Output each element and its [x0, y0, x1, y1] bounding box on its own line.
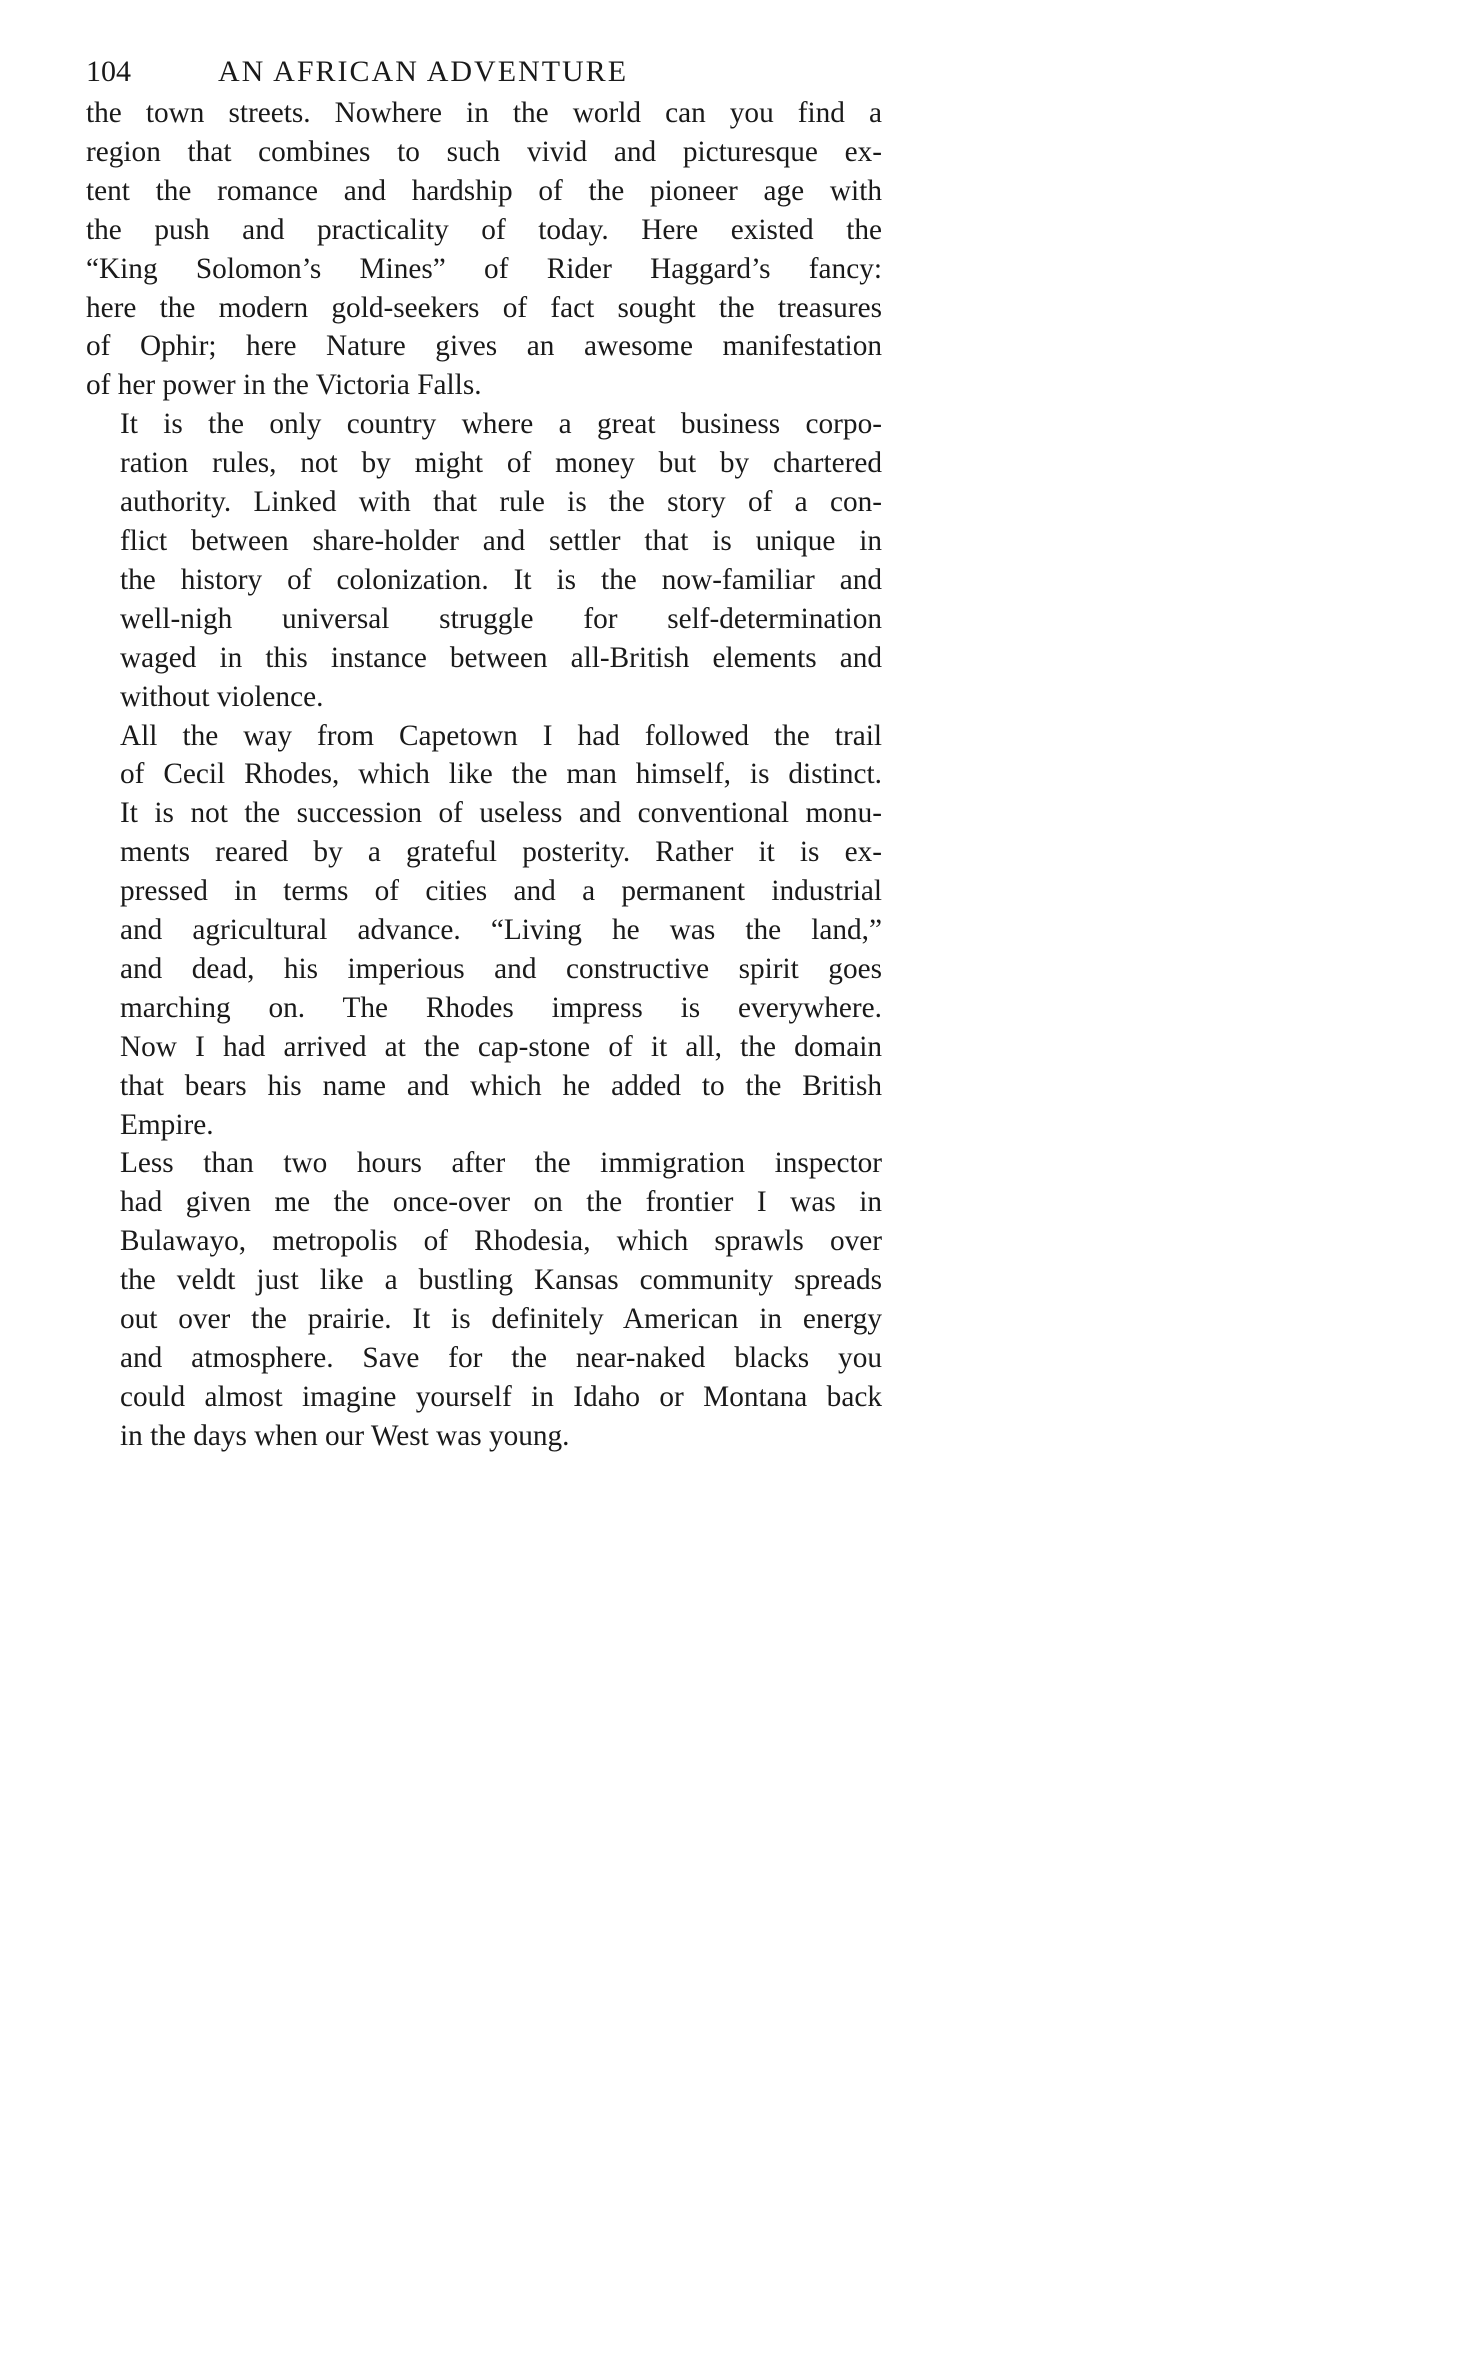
running-head [86, 50, 882, 94]
paragraph [86, 717, 882, 1145]
paragraph [86, 405, 882, 716]
text-line: of Ophir; here Nature gives an awesome manifestation [86, 330, 882, 363]
text-line: Empire. [120, 1108, 214, 1141]
text-line: Bulawayo, metropolis of Rhodesia, which sprawls over [120, 1225, 882, 1258]
running-title: AN AFRICAN ADVENTURE [218, 55, 629, 88]
text-line: Now I had arrived at the cap-stone of it all, the domain [120, 1030, 882, 1063]
text-line: the town streets. Nowhere in the world can you find a [86, 97, 882, 129]
text-line: the veldt just like a bustling Kansas community spreads [120, 1264, 882, 1297]
text-line: All the way from Capetown I had followed the trail [120, 719, 882, 752]
text-line: waged in this instance between all-British elements and [120, 641, 882, 674]
text-line: and atmosphere. Save for the near-naked blacks you [120, 1342, 882, 1374]
body-text [86, 94, 882, 1456]
text-line: here the modern gold-seekers of fact sought the treasures [86, 291, 882, 324]
book-page [86, 50, 882, 1456]
text-line: It is not the succession of useless and conventional monu- [120, 797, 882, 830]
text-line: had given me the once-over on the frontier I was in [120, 1186, 882, 1219]
text-line: It is the only country where a great business corpo- [120, 408, 882, 441]
paragraph [86, 94, 882, 405]
text-line: ration rules, not by might of money but by chartered [120, 447, 882, 480]
text-line: could almost imagine yourself in Idaho or Montana back [120, 1380, 882, 1413]
text-line: marching on. The Rhodes impress is everywhere. [120, 991, 882, 1024]
text-line: pressed in terms of cities and a permanent industrial [120, 875, 882, 908]
page-number: 104 [86, 55, 131, 88]
paragraph [86, 1144, 882, 1455]
text-line: Less than two hours after the immigration inspector [120, 1147, 882, 1180]
text-line: “King Solomon’s Mines” of Rider Haggard’s fancy: [86, 252, 882, 285]
text-line: and dead, his imperious and constructive spirit goes [120, 952, 882, 985]
text-line: well-nigh universal struggle for self-determination [120, 602, 882, 635]
text-line: out over the prairie. It is definitely American in energy [120, 1303, 882, 1336]
text-line: the history of colonization. It is the now-familiar and [120, 563, 882, 596]
text-line: in the days when our West was young. [120, 1419, 570, 1452]
text-line: and agricultural advance. “Living he was the land,” [120, 914, 882, 947]
text-line: flict between share-holder and settler that is unique in [120, 524, 882, 557]
text-line: of Cecil Rhodes, which like the man himself, is distinct. [120, 758, 882, 791]
text-line: without violence. [120, 680, 324, 713]
text-line: tent the romance and hardship of the pioneer age with [86, 174, 882, 207]
text-line: authority. Linked with that rule is the story of a con- [120, 486, 882, 519]
text-line: of her power in the Victoria Falls. [86, 369, 482, 402]
text-line: that bears his name and which he added to the British [120, 1069, 882, 1102]
text-line: region that combines to such vivid and picturesque ex- [86, 135, 882, 168]
text-line: ments reared by a grateful posterity. Rather it is ex- [120, 836, 882, 869]
text-line: the push and practicality of today. Here existed the [86, 213, 882, 246]
